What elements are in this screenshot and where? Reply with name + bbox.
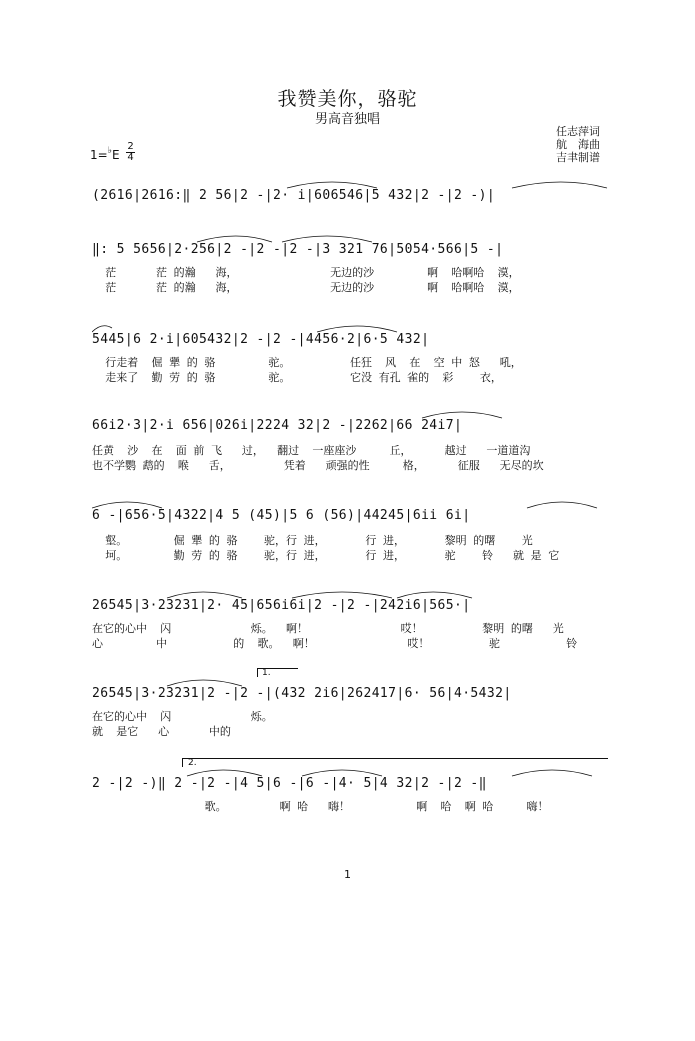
key-prefix: 1= [90,148,108,162]
arranger-credit: 吉聿制谱 [556,151,600,164]
notation-line: ‖: 5 5656|2·256|2 -|2 -|2 -|3 321 76|5054·566|5 -| [92,242,504,257]
lyric-verse-1: 行走着 倔 犟 的 骆 驼。 任狂 风 在 空 中 怒 吼， [92,356,522,369]
lyric-verse-1: 任黄 沙 在 面 前 飞 过， 翻过 一座座沙 丘， 越过 一道道沟 [92,444,531,457]
notation-line: 5445|6 2·i|605432|2 -|2 -|4456·2|6·5 432| [92,332,430,347]
lyric-verse-1: 茫 茫 的瀚 海， 无边的沙 啊 哈啊哈 漠， [92,266,520,279]
lyric-verse-1: 在它的心中 闪 烁。 啊！ 哎！ 黎明 的曙 光 [92,622,564,635]
composer-credit: 航 海曲 [556,138,600,151]
notation-line: 26545|3·23231|2· 45|656i6i|2 -|2 -|242i6|565·| [92,598,471,613]
lyric-verse-2: 茫 茫 的瀚 海， 无边的沙 啊 哈啊哈 漠， [92,281,520,294]
page-number: 1 [344,868,351,881]
lyric-verse-1: 歌。 啊 哈 嗨！ 啊 哈 啊 哈 嗨！ [92,800,549,813]
lyric-verse-2: 走来了 勤 劳 的 骆 驼。 它没 有孔 雀的 彩 衣， [92,371,502,384]
lyric-verse-2: 心 中 的 歌。 啊！ 哎！ 驼 铃 [92,637,578,650]
song-title: 我赞美你，骆驼 [277,88,418,110]
lyric-verse-2: 也不学鹦 鹉的 喉 舌， 凭着 顽强的性 格， 征服 无尽的坎 [92,459,544,472]
credits [556,125,600,164]
lyric-verse-1: 在它的心中 闪 烁。 [92,710,273,723]
lyric-verse-2: 坷。 勤 劳 的 骆 驼，行 进， 行 进， 驼 铃 就 是 它 [92,549,560,562]
notation-line: (2616|2616:‖ 2 56|2 -|2· i|606546|5 432|2 -|2 -)| [92,188,496,203]
notation-line: 26545|3·23231|2 -|2 -|(432 2i6|262417|6· 56|4·5432| [92,686,512,701]
flat-sign: ♭ [107,146,112,156]
key-signature [90,148,120,162]
notation-line: 66i2·3|2·i 656|026i|2224 32|2 -|2262|66 24i7| [92,418,463,433]
notation-line: 2 -|2 -)‖ 2 -|2 -|4 5|6 -|6 -|4· 5|4 32|2 -|2 -‖ [92,776,487,791]
meter-top: 2 [127,141,134,152]
lyric-verse-2: 就 是它 心 中的 [92,725,231,738]
time-signature [126,142,135,163]
song-subtitle: 男高音独唱 [314,112,380,127]
lyric-verse-1: 壑。 倔 犟 的 骆 驼，行 进， 行 进， 黎明 的曙 光 [92,534,533,547]
first-ending-label: 1. [262,668,271,678]
meter-bottom: 4 [127,152,134,163]
second-ending-label: 2. [188,758,197,768]
key-note: E [111,148,120,162]
notation-line: 6 -|656·5|4322|4 5 (45)|5 6 (56)|44245|6ii 6i| [92,508,471,523]
lyricist-credit: 任志萍词 [556,125,600,138]
